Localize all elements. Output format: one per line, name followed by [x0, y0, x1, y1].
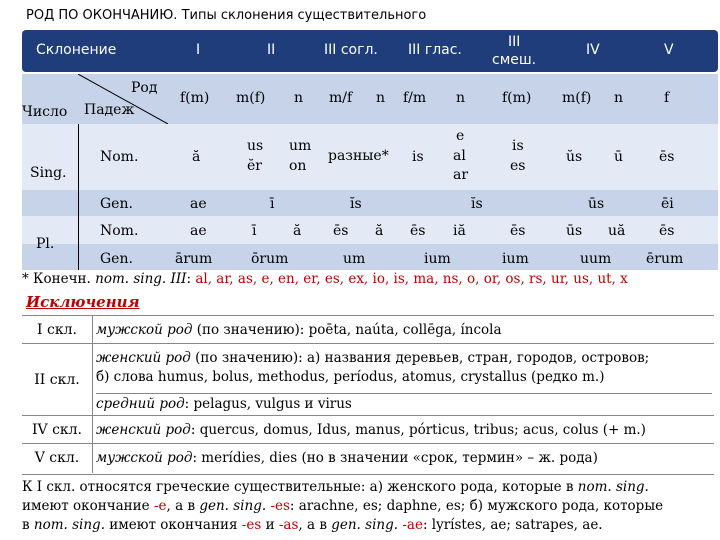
sg-gen-III-vow: ĭs — [471, 196, 483, 212]
note-text: имеют окончание — [22, 498, 150, 514]
exception-gender-II: женский род — [96, 350, 191, 366]
number-singular: Sing. — [30, 165, 67, 181]
sg-nom-III-vow-n-1: e — [456, 128, 465, 144]
exception-val-IV — [96, 421, 646, 439]
gender-V: f — [664, 90, 670, 106]
pl-gen-III-mix: ium — [502, 251, 529, 267]
sg-gen-IV: ūs — [588, 196, 605, 212]
pl-nom-III-vow-m: ēs — [410, 223, 426, 239]
pl-gen-V: ērum — [646, 251, 684, 267]
gender-III-vow-m: f/m — [403, 90, 427, 106]
note-text: в — [22, 517, 30, 533]
sg-nom-III-mix-2: es — [510, 158, 526, 174]
exception-val-I — [96, 321, 502, 339]
exception-key-IV: IV скл. — [31, 422, 83, 438]
exception-val-II-1 — [96, 349, 649, 367]
pl-nom-V: ēs — [659, 223, 675, 239]
footnote-abbr: nom. sing. III — [95, 271, 187, 287]
gender-III-cons-n: n — [376, 90, 386, 106]
gender-IV-n: n — [614, 90, 624, 106]
case-pl-nom: Nom. — [100, 223, 139, 239]
sg-nom-III-mix-1: is — [512, 138, 524, 154]
pl-gen-III-vow: ium — [424, 251, 451, 267]
note-text: и — [265, 517, 275, 533]
number-divider — [78, 124, 79, 270]
exception-key-II: II скл. — [34, 372, 80, 388]
note-ending: -e — [153, 498, 167, 514]
sg-nom-III-vow-n-2: al — [453, 148, 466, 164]
exception-key-V: V скл. — [34, 450, 80, 466]
case-sg-nom: Nom. — [100, 149, 139, 165]
header-III-vow: III глас. — [408, 42, 462, 58]
note-text: , а в — [166, 498, 196, 514]
footnote-prefix: Конечн. — [33, 271, 91, 287]
note-abbr: nom. sing. — [33, 517, 105, 533]
header-IV: IV — [586, 42, 600, 58]
note-abbr: gen. sing. — [331, 517, 399, 533]
gender-III-mix: f(m) — [502, 90, 532, 106]
note-abbr: nom. sing. — [577, 479, 649, 495]
pl-nom-III-vow-n: iă — [453, 223, 466, 239]
exception-text-V: : merídies, dies (но в значении «срок, термин» – ж. рода) — [192, 450, 598, 466]
exception-val-II-2: б) слова humus, bolus, methodus, períodus, atomus, crystallus (редко m.) — [96, 369, 605, 385]
gender-IV-m: m(f) — [562, 90, 592, 106]
exception-row-IV — [22, 415, 714, 444]
corner-gender: Род — [131, 80, 158, 96]
pl-nom-III-cons-n: ă — [375, 223, 384, 239]
gender-I: f(m) — [180, 90, 210, 106]
note-text: К I скл. относятся греческие существительные: а) женского рода, которые в — [22, 479, 574, 495]
header-III-mix-1: III — [508, 34, 521, 50]
pl-gen-III-cons: um — [343, 251, 366, 267]
exception-row-V — [22, 443, 714, 475]
note-text: : arachne, es; daphne, es; б) мужского рода, которые — [289, 498, 664, 514]
pl-gen-I: ārum — [175, 251, 213, 267]
exception-gender-V: мужской род — [96, 450, 193, 466]
pl-nom-I: ae — [190, 223, 207, 239]
exception-row-I — [22, 315, 714, 344]
note-line-3 — [22, 516, 718, 535]
footnote-list: al, ar, as, e, en, er, es, ex, io, is, ma, ns, o, or, os, rs, ur, us, ut, x — [195, 271, 628, 287]
note-ending: -es — [270, 498, 290, 514]
sg-nom-IV-m: ŭs — [566, 149, 583, 165]
exception-gender-II-n: средний род — [96, 396, 185, 412]
sg-nom-III-vow-n-3: ar — [453, 167, 469, 183]
sg-nom-II-m-1: us — [247, 138, 264, 154]
header-V: V — [664, 42, 674, 58]
exception-gender-I: мужской род — [96, 322, 193, 338]
exception-val-II-3 — [96, 393, 712, 413]
note-ending: -ae — [402, 517, 423, 533]
exception-gender-IV: женский род — [96, 422, 191, 438]
sg-nom-V: ēs — [659, 149, 675, 165]
pl-nom-II-m: ī — [252, 223, 257, 239]
sg-nom-II-n-2: on — [289, 158, 307, 174]
sg-nom-I: ă — [192, 149, 201, 165]
case-sg-gen: Gen. — [100, 196, 133, 212]
gender-III-vow-n: n — [456, 90, 466, 106]
note-ending: -as — [278, 517, 299, 533]
sg-gen-III-cons: ĭs — [350, 196, 362, 212]
footnote — [22, 271, 628, 287]
note-text: , а в — [298, 517, 327, 533]
number-plural: Pl. — [36, 236, 55, 252]
header-III-cons: III согл. — [324, 42, 378, 58]
exception-text-I: (по значению): poēta, naúta, collēga, íncola — [192, 322, 502, 338]
greek-nouns-note — [22, 478, 718, 535]
note-line-1 — [22, 478, 718, 497]
pl-nom-IV-n: uă — [608, 223, 626, 239]
exception-text-II-n: : pelagus, vulgus и virus — [184, 396, 352, 412]
sg-nom-III-cons: разные* — [328, 148, 389, 164]
page-title: РОД ПО ОКОНЧАНИЮ. Типы склонения существительного — [26, 8, 427, 23]
exception-text-IV: : quercus, domus, Idus, manus, pórticus, tribus; acus, colus (+ m.) — [190, 422, 646, 438]
pl-nom-III-mix: ēs — [510, 223, 526, 239]
sg-gen-I: ae — [190, 196, 207, 212]
sg-nom-II-n-1: um — [289, 138, 312, 154]
note-text: : lyrístes, ae; satrapes, ae. — [422, 517, 603, 533]
sg-nom-III-vow-m: is — [412, 149, 424, 165]
footnote-star: * — [22, 271, 29, 287]
exceptions-title: Исключения — [26, 293, 140, 311]
sg-gen-V: ēi — [661, 196, 674, 212]
gender-II-m: m(f) — [236, 90, 266, 106]
sg-gen-II: ī — [270, 196, 275, 212]
note-ending: -es — [241, 517, 262, 533]
note-line-2 — [22, 497, 718, 516]
pl-nom-IV-m: ūs — [566, 223, 583, 239]
exception-val-V — [96, 449, 598, 467]
corner-number: Число — [22, 104, 68, 120]
footnote-colon: : — [186, 271, 196, 287]
corner-case: Падеж — [84, 102, 135, 118]
sg-nom-IV-n: ū — [614, 149, 624, 165]
sg-nom-II-m-2: ĕr — [247, 158, 262, 174]
exception-row-II — [22, 343, 714, 416]
header-I: I — [196, 42, 201, 58]
exception-key-I: I скл. — [37, 322, 77, 338]
gender-II-n: n — [294, 90, 304, 106]
pl-nom-II-n: ă — [293, 223, 302, 239]
note-text: имеют окончания — [109, 517, 238, 533]
case-pl-gen: Gen. — [100, 251, 133, 267]
pl-gen-II: ōrum — [251, 251, 289, 267]
exception-text-II: (по значению): а) названия деревьев, стран, городов, островов; — [190, 350, 650, 366]
header-III-mix-2: смеш. — [492, 52, 537, 68]
note-abbr: gen. sing. — [199, 498, 267, 514]
gender-III-cons-m: m/f — [329, 90, 353, 106]
pl-gen-IV: uum — [580, 251, 612, 267]
header-declension: Склонение — [36, 42, 117, 58]
header-II: II — [267, 42, 276, 58]
pl-nom-III-cons-m: ēs — [333, 223, 349, 239]
